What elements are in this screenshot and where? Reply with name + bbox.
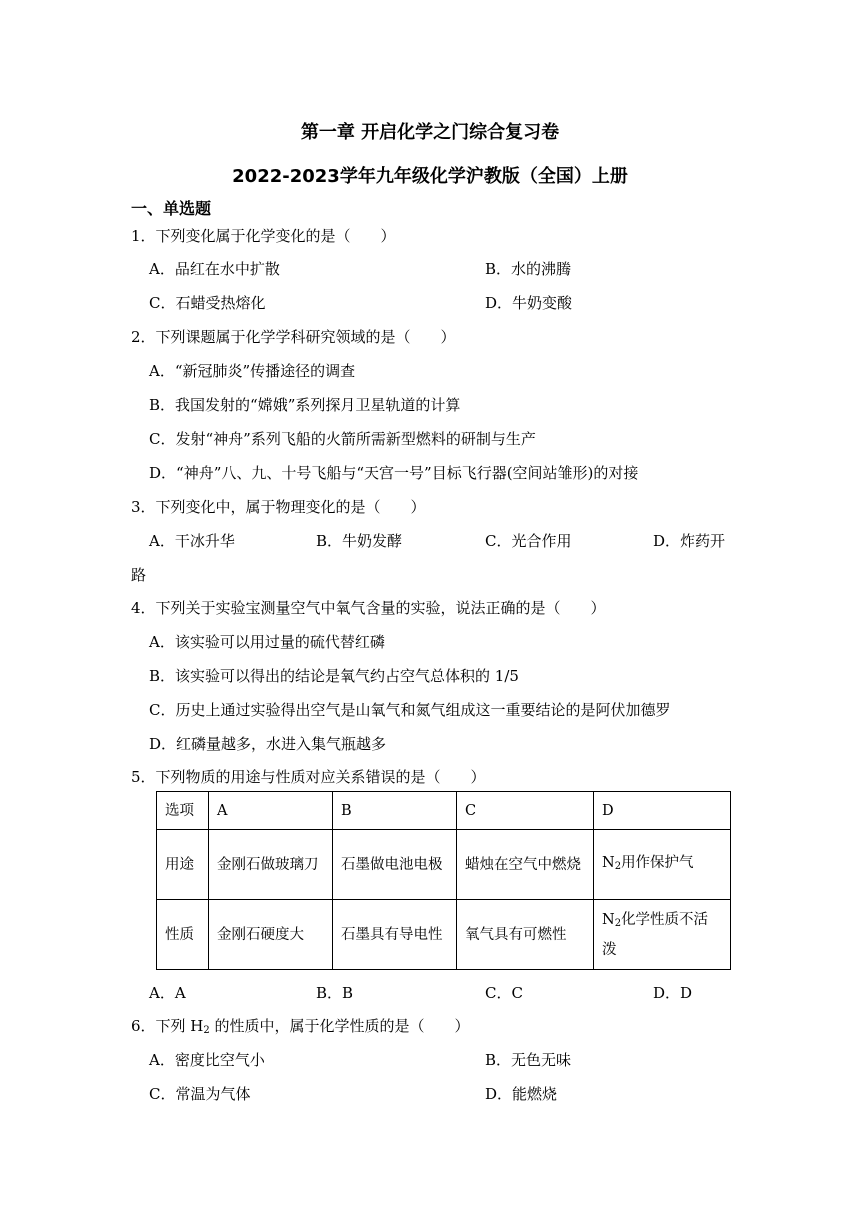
table-cell: B xyxy=(333,792,457,830)
n2-subscript: 2 xyxy=(614,860,622,872)
question-4-option-d: D．红磷量越多，水进入集气瓶越多 xyxy=(149,735,387,753)
table-cell: 金刚石做玻璃刀 xyxy=(209,830,333,900)
question-6-stem-pre: 6．下列 H xyxy=(131,1017,204,1035)
n2-symbol: N xyxy=(602,854,615,871)
page-title: 第一章 开启化学之门综合复习卷 xyxy=(300,122,560,143)
question-4-option-c: C．历史上通过实验得出空气是山氧气和氮气组成这一重要结论的是阿伏加德罗 xyxy=(149,701,671,719)
question-1-stem: 1．下列变化属于化学变化的是（ ） xyxy=(131,227,396,245)
question-5-option-b: B．B xyxy=(316,984,354,1002)
question-3-option-c: C．光合作用 xyxy=(485,532,572,550)
table-cell: 氧气具有可燃性 xyxy=(457,900,594,970)
question-5-option-c: C．C xyxy=(485,984,523,1002)
table-cell: D xyxy=(594,792,731,830)
section-heading: 一、单选题 xyxy=(131,199,212,218)
question-3-option-d: D．炸药开 xyxy=(653,532,726,550)
page-subtitle: 2022-2023学年九年级化学沪教版（全国）上册 xyxy=(232,166,628,187)
question-6-option-a: A．密度比空气小 xyxy=(149,1051,265,1069)
question-1-option-d: D．牛奶变酸 xyxy=(485,294,573,312)
question-5-option-a: A．A xyxy=(149,984,186,1002)
table-cell: 蜡烛在空气中燃烧 xyxy=(457,830,594,900)
table-cell-text: 化学性质不活泼 xyxy=(602,911,709,958)
n2-subscript: 2 xyxy=(614,917,622,929)
question-2-option-c: C．发射“神舟”系列飞船的火箭所需新型燃料的研制与生产 xyxy=(149,430,536,448)
table-row xyxy=(157,830,731,900)
question-4-option-b: B．该实验可以得出的结论是氧气约占空气总体积的 1/5 xyxy=(149,667,519,685)
table-cell-n2 xyxy=(594,830,731,900)
h2-subscript: 2 xyxy=(203,1025,210,1036)
question-5-table xyxy=(156,791,731,970)
question-6-stem xyxy=(131,1015,470,1036)
question-6-option-c: C．常温为气体 xyxy=(149,1085,251,1103)
question-6-option-b: B．无色无味 xyxy=(485,1051,572,1069)
question-6-stem-post: 的性质中，属于化学性质的是（ ） xyxy=(209,1017,470,1035)
table-cell: A xyxy=(209,792,333,830)
question-5-option-d: D．D xyxy=(653,984,693,1002)
table-cell: 选项 xyxy=(157,792,209,830)
question-3-option-a: A．干冰升华 xyxy=(149,532,235,550)
question-3-option-b: B．牛奶发酵 xyxy=(316,532,403,550)
question-2-option-d: D．“神舟”八、九、十号飞船与“天宫一号”目标飞行器(空间站雏形)的对接 xyxy=(149,464,639,482)
table-cell-text: 用作保护气 xyxy=(621,854,694,871)
table-cell-n2 xyxy=(594,900,731,970)
table-cell: 金刚石硬度大 xyxy=(209,900,333,970)
n2-symbol: N xyxy=(602,911,615,928)
question-3-option-d-wrap: 路 xyxy=(131,566,147,584)
question-6-option-d: D．能燃烧 xyxy=(485,1085,558,1103)
question-1-option-c: C．石蜡受热熔化 xyxy=(149,294,266,312)
table-cell: 石墨做电池电极 xyxy=(333,830,457,900)
table-row xyxy=(157,792,731,830)
table-cell: 石墨具有导电性 xyxy=(333,900,457,970)
question-4-stem: 4．下列关于实验宝测量空气中氧气含量的实验，说法正确的是（ ） xyxy=(131,599,606,617)
question-1-option-a: A．品红在水中扩散 xyxy=(149,260,280,278)
question-5-stem: 5．下列物质的用途与性质对应关系错误的是（ ） xyxy=(131,768,486,786)
question-4-option-a: A．该实验可以用过量的硫代替红磷 xyxy=(149,633,385,651)
question-3-stem: 3．下列变化中，属于物理变化的是（ ） xyxy=(131,498,426,516)
question-2-option-b: B．我国发射的“嫦娥”系列探月卫星轨道的计算 xyxy=(149,396,461,414)
question-1-option-b: B．水的沸腾 xyxy=(485,260,572,278)
question-2-stem: 2．下列课题属于化学学科研究领域的是（ ） xyxy=(131,328,456,346)
table-cell: 用途 xyxy=(157,830,209,900)
table-cell: 性质 xyxy=(157,900,209,970)
table-row xyxy=(157,900,731,970)
question-2-option-a: A．“新冠肺炎”传播途径的调查 xyxy=(149,362,356,380)
table-cell: C xyxy=(457,792,594,830)
